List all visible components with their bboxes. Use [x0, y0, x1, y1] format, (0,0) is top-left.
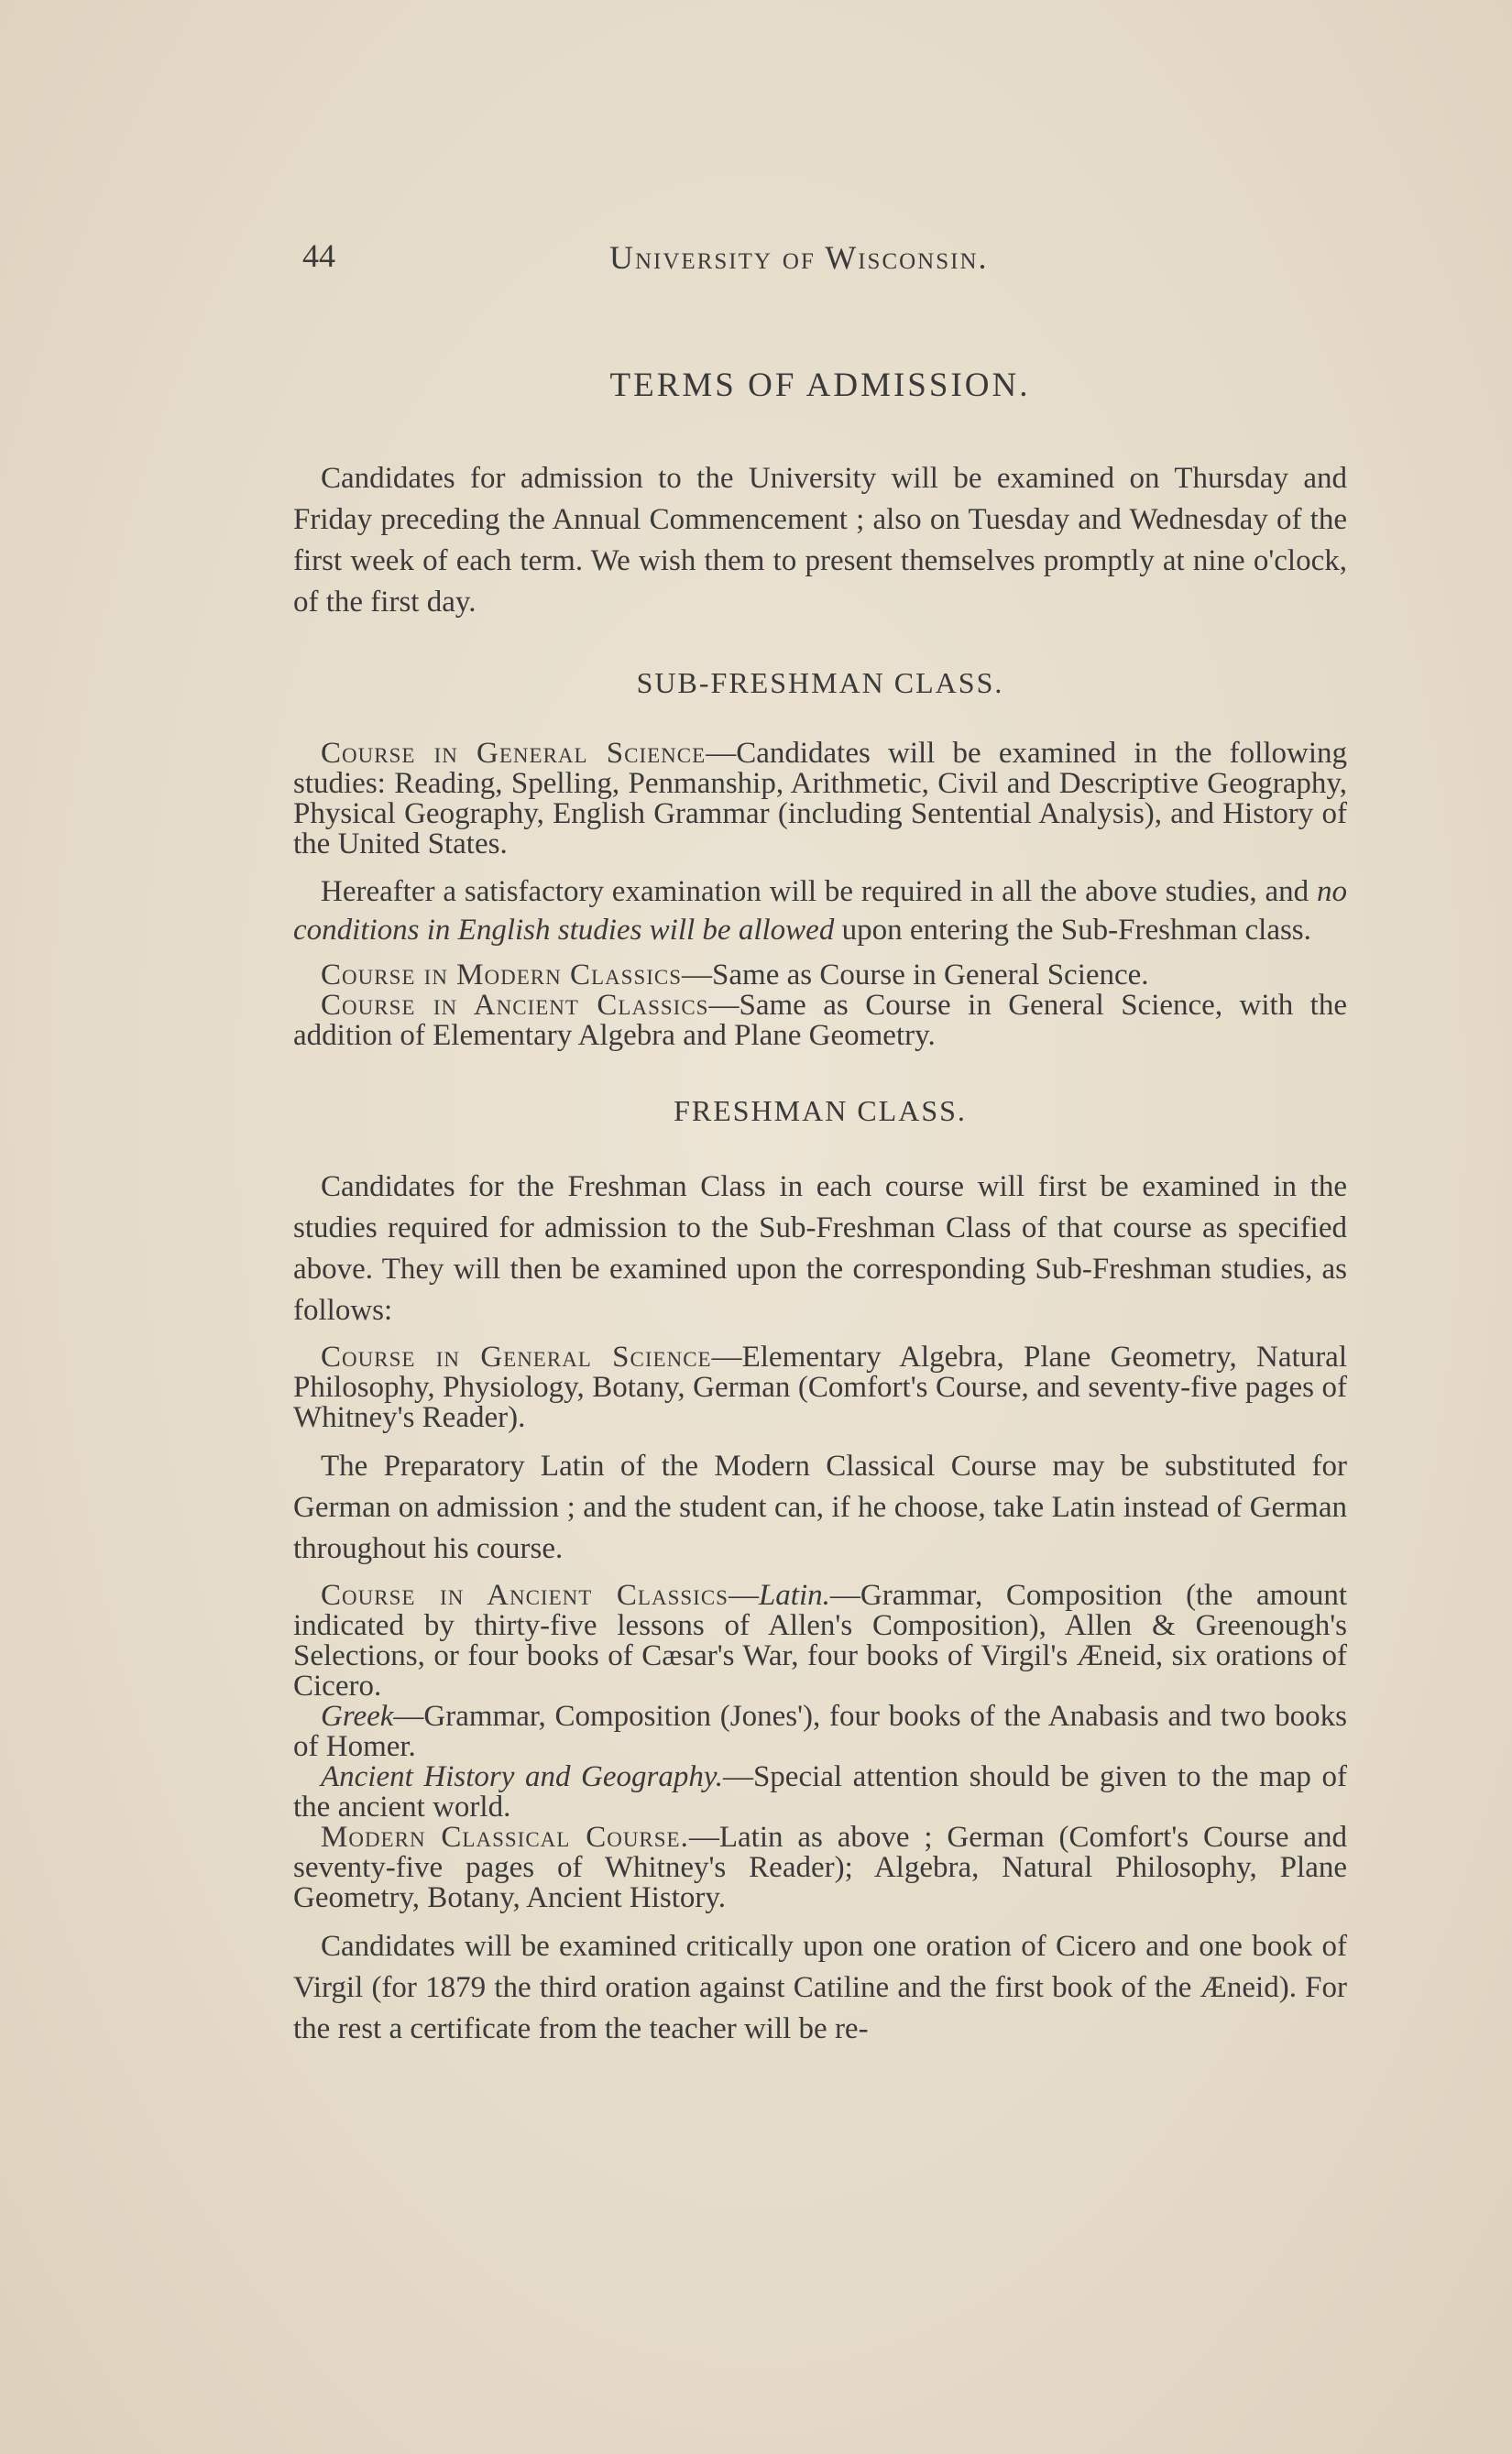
hereafter-text: Hereafter a satisfactory examination will be required in all the above studies, and	[321, 875, 1317, 908]
sub-freshman-heading: SUB-FRESHMAN CLASS.	[636, 666, 1004, 699]
freshman-ancient-classics	[293, 1581, 1347, 1702]
freshman-intro: Candidates for the Freshman Class in each course will first be examined in the studies required for admission to the Sub-Freshman Class of that course as specified above. They will then be examined upon the corresponding Sub-Freshman studies, as follows:	[293, 1170, 1347, 1327]
sub-freshman-general-science	[293, 739, 1347, 860]
course-label: Modern Classical Course.	[321, 1821, 689, 1854]
latin-text: —Grammar, Composition (the amount indicated by thirty-five lessons of Allen's Composition), Allen & Greenough's Selections, or four books of Cæsar's War, four books of Virgil's Æneid, six orations of Cicero.	[293, 1579, 1347, 1703]
hereafter-text-end: upon entering the Sub-Freshman class.	[834, 914, 1311, 947]
page-body	[293, 367, 1347, 2061]
history-label: Ancient History and Geography.	[321, 1760, 723, 1793]
greek-paragraph	[293, 1702, 1347, 1762]
greek-text: —Grammar, Composition (Jones'), four books of the Anabasis and two books of Homer.	[293, 1700, 1347, 1763]
dash: —	[728, 1579, 759, 1612]
preparatory-latin-paragraph: The Preparatory Latin of the Modern Classical Course may be substituted for German on admission ; and the student can, if he choose, take Latin instead of German throughout his course.	[293, 1450, 1347, 1565]
running-head: University of Wisconsin.	[609, 239, 989, 276]
course-label: Course in Modern Classics	[321, 959, 683, 991]
modern-classical-paragraph	[293, 1823, 1347, 1913]
page-header	[302, 236, 1054, 282]
history-text: —Special attention should be given to the map of the ancient world.	[293, 1760, 1347, 1824]
ancient-history-paragraph	[293, 1762, 1347, 1823]
course-label: Course in General Science	[321, 737, 707, 770]
latin-label: Latin.	[758, 1579, 830, 1612]
course-label: Course in Ancient Classics	[321, 1579, 729, 1612]
course-label: Course in General Science	[321, 1341, 712, 1374]
page-title: TERMS OF ADMISSION.	[609, 367, 1031, 404]
sub-freshman-modern-classics	[293, 960, 1347, 991]
critical-examination-paragraph: Candidates will be examined critically upon one oration of Cicero and one book of Virgil (for 1879 the third oration against Catiline and the first book of the Æneid). For the rest a certificate from the teacher will be re-	[293, 1930, 1347, 2045]
intro-paragraph: Candidates for admission to the University will be examined on Thursday and Friday preceding the Annual Commencement ; also on Tuesday and Wednesday of the first week of each term. We wish them to present themselves promptly at nine o'clock, of the first day.	[293, 462, 1347, 619]
page-number: 44	[302, 237, 335, 274]
greek-label: Greek	[321, 1700, 394, 1733]
course-text: —Latin as above ; German (Comfort's Course and seventy-five pages of Whitney's Reader); Algebra, Natural Philosophy, Plane Geometry, Botany, Ancient History.	[293, 1821, 1347, 1914]
sub-freshman-ancient-classics	[293, 991, 1347, 1051]
course-text: —Elementary Algebra, Plane Geometry, Natural Philosophy, Physiology, Botany, German (Comfort's Course, and seventy-five pages of Whitney's Reader).	[293, 1341, 1348, 1434]
course-label: Course in Ancient Classics	[321, 989, 709, 1022]
course-text: —Same as Course in General Science.	[682, 959, 1149, 991]
freshman-general-science	[293, 1342, 1347, 1433]
freshman-heading: FRESHMAN CLASS.	[674, 1094, 967, 1127]
course-text: —Same as Course in General Science, with the addition of Elementary Algebra and Plane Geometry.	[293, 989, 1347, 1052]
course-text: —Candidates will be examined in the following studies: Reading, Spelling, Penmanship, Arithmetic, Civil and Descriptive Geography, Physical Geography, English Grammar (including Sentential Analysis), and History of the United States.	[293, 737, 1348, 860]
hereafter-paragraph	[293, 872, 1347, 949]
hereafter-emphasis: no conditions in English studies will be allowed	[293, 875, 1347, 947]
